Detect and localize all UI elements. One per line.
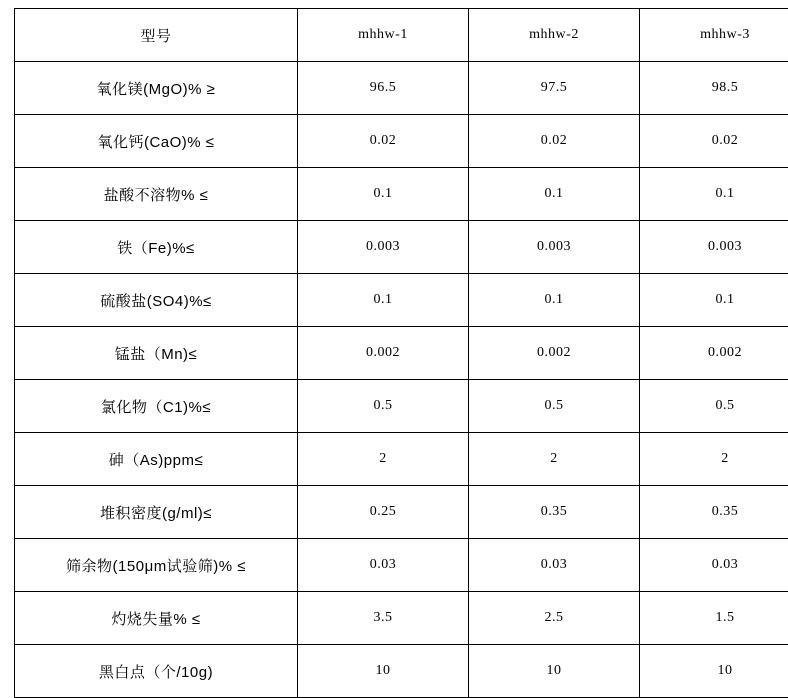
cell-value: 97.5 (469, 62, 640, 115)
table-body (15, 9, 788, 698)
parameter-label: 黑白点（个/10g) (15, 645, 298, 698)
parameter-label: 硫酸盐(SO4)%≤ (15, 274, 298, 327)
cell-value: 0.1 (640, 168, 788, 221)
cell-value: 2 (469, 433, 640, 486)
table-row (15, 62, 788, 115)
table-row (15, 380, 788, 433)
cell-value: 0.35 (640, 486, 788, 539)
cell-value: 1.5 (640, 592, 788, 645)
cell-value: 2 (298, 433, 469, 486)
parameter-label: 锰盐（Mn)≤ (15, 327, 298, 380)
parameter-label: 堆积密度(g/ml)≤ (15, 486, 298, 539)
table-header-row (15, 9, 788, 62)
cell-value: 0.003 (469, 221, 640, 274)
cell-value: 0.5 (469, 380, 640, 433)
cell-value: 0.02 (640, 115, 788, 168)
cell-value: 0.1 (469, 168, 640, 221)
cell-value: 0.003 (640, 221, 788, 274)
table-row (15, 168, 788, 221)
cell-value: 0.002 (298, 327, 469, 380)
cell-value: 0.1 (298, 168, 469, 221)
cell-value: 96.5 (298, 62, 469, 115)
cell-value: 98.5 (640, 62, 788, 115)
cell-value: 0.35 (469, 486, 640, 539)
cell-value: 0.02 (298, 115, 469, 168)
table-row (15, 539, 788, 592)
cell-value: 2.5 (469, 592, 640, 645)
cell-value: 0.5 (298, 380, 469, 433)
cell-value: 0.25 (298, 486, 469, 539)
product-specification-table (14, 8, 788, 698)
parameter-label: 盐酸不溶物% ≤ (15, 168, 298, 221)
parameter-label: 筛余物(150μm试验筛)% ≤ (15, 539, 298, 592)
cell-value: 0.1 (469, 274, 640, 327)
parameter-label: 氯化物（C1)%≤ (15, 380, 298, 433)
cell-value: 10 (640, 645, 788, 698)
cell-value: 0.002 (640, 327, 788, 380)
table-row (15, 115, 788, 168)
cell-value: 0.03 (469, 539, 640, 592)
table-row (15, 327, 788, 380)
column-header-model-1: mhhw-1 (298, 9, 469, 62)
cell-value: 3.5 (298, 592, 469, 645)
cell-value: 0.003 (298, 221, 469, 274)
cell-value: 2 (640, 433, 788, 486)
column-header-model-2: mhhw-2 (469, 9, 640, 62)
cell-value: 0.03 (298, 539, 469, 592)
cell-value: 0.02 (469, 115, 640, 168)
cell-value: 0.002 (469, 327, 640, 380)
table-row (15, 433, 788, 486)
cell-value: 10 (298, 645, 469, 698)
cell-value: 0.1 (640, 274, 788, 327)
table-row (15, 592, 788, 645)
parameter-label: 铁（Fe)%≤ (15, 221, 298, 274)
column-header-model-3: mhhw-3 (640, 9, 788, 62)
parameter-label: 砷（As)ppm≤ (15, 433, 298, 486)
table-row (15, 486, 788, 539)
column-header-parameter: 型号 (15, 9, 298, 62)
parameter-label: 氧化镁(MgO)% ≥ (15, 62, 298, 115)
table-row (15, 221, 788, 274)
table-row (15, 274, 788, 327)
parameter-label: 灼烧失量% ≤ (15, 592, 298, 645)
parameter-label: 氧化钙(CaO)% ≤ (15, 115, 298, 168)
cell-value: 0.1 (298, 274, 469, 327)
cell-value: 10 (469, 645, 640, 698)
cell-value: 0.03 (640, 539, 788, 592)
cell-value: 0.5 (640, 380, 788, 433)
table-row (15, 645, 788, 698)
